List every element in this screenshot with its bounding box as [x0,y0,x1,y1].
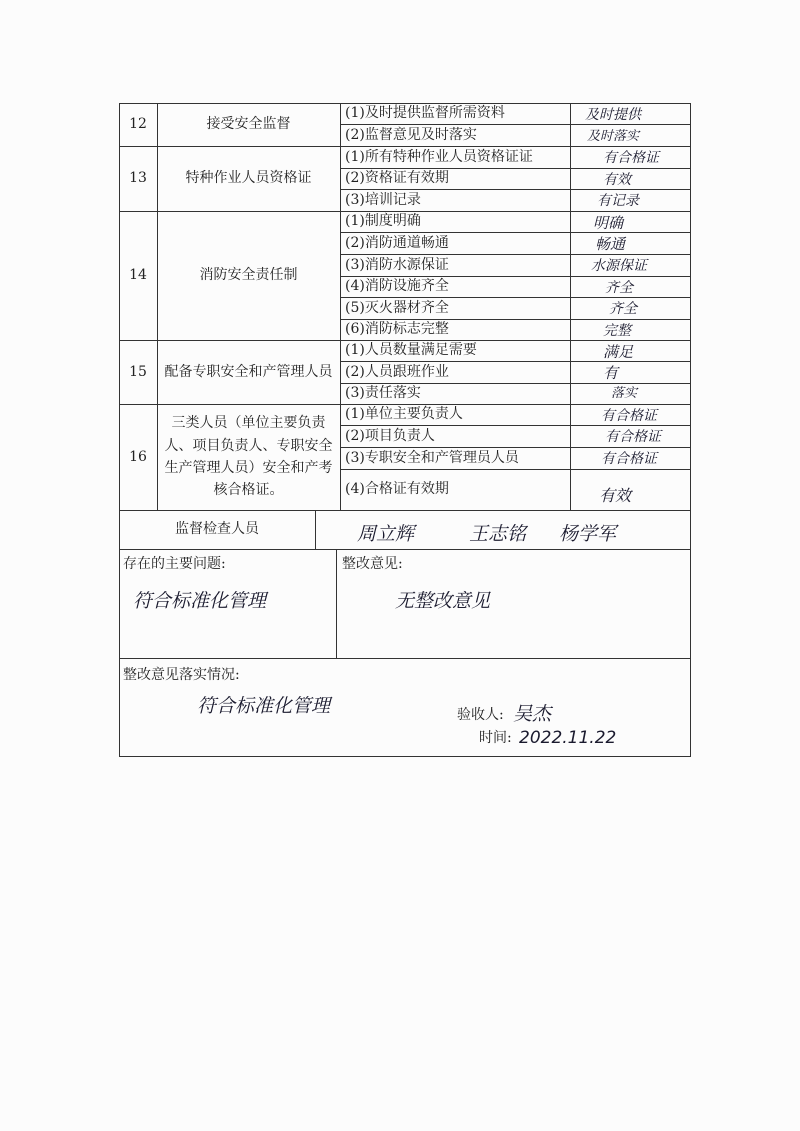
time-label: 时间: [479,730,512,746]
sub-item: (3)责任落实 [345,385,421,402]
col-divider [336,549,337,658]
sub-item: (2)项目负责人 [345,427,435,444]
result-handwriting: 落实 [611,386,638,401]
inspector-signature: 周立辉 [357,523,415,545]
result-handwriting: 畅通 [595,235,626,253]
inspection-table [119,103,691,757]
sub-item: (2)监督意见及时落实 [345,126,477,143]
acceptor-signature: 吴杰 [513,703,552,725]
inspector-signature: 杨学军 [559,523,617,545]
check-item: 特种作业人员资格证 [185,170,312,187]
sub-item: (1)制度明确 [345,213,421,230]
result-handwriting: 有合格证 [603,150,659,166]
problems-handwriting: 符合标准化管理 [133,590,267,612]
result-handwriting: 有 [603,364,619,382]
sub-item: (5)灭火器材齐全 [345,299,449,316]
check-item: 三类人员（单位主要负责人、项目负责人、专职安全生产管理人员）安全和产考核合格证。 [164,415,333,499]
sub-item: (1)所有特种作业人员资格证证 [345,148,533,165]
row-number: 12 [129,116,147,133]
row-divider [119,658,691,659]
result-handwriting: 完整 [603,323,631,339]
result-handwriting: 有效 [599,486,632,505]
check-item: 接受安全监督 [206,116,291,133]
row-divider [119,549,691,550]
row-number: 14 [129,267,147,284]
opinions-label: 整改意见: [342,556,403,572]
result-handwriting: 明确 [593,214,624,232]
problems-label: 存在的主要问题: [123,556,226,572]
sub-item: (4)合格证有效期 [345,481,449,498]
result-handwriting: 有效 [603,172,631,188]
check-item: 配备专职安全和产管理人员 [164,363,333,380]
opinions-handwriting: 无整改意见 [395,590,491,612]
col-divider [315,510,316,549]
result-handwriting: 有记录 [597,193,639,209]
acceptance-date: 2022.11.22 [519,728,617,748]
sub-item: (3)专职安全和产管理员人员 [345,449,519,466]
sub-item: (1)单位主要负责人 [345,406,463,423]
row-number: 15 [129,363,147,380]
sub-item: (3)培训记录 [345,191,421,208]
sub-item: (1)人员数量满足需要 [345,342,477,359]
sub-item: (2)消防通道畅通 [345,234,449,251]
result-handwriting: 水源保证 [591,258,647,274]
result-handwriting: 有合格证 [601,408,657,424]
implementation-label: 整改意见落实情况: [123,667,240,683]
acceptor-label: 验收人: [457,707,504,723]
sub-item: (1)及时提供监督所需资料 [345,105,505,122]
result-handwriting: 有合格证 [601,451,657,467]
inspector-signature: 王志铭 [469,523,527,545]
inspectors-label: 监督检查人员 [175,521,259,538]
sub-item: (6)消防标志完整 [345,321,449,338]
sub-item: (2)人员跟班作业 [345,363,449,380]
result-handwriting: 及时落实 [587,129,640,144]
result-handwriting: 及时提供 [585,107,641,123]
implementation-handwriting: 符合标准化管理 [197,695,331,717]
sub-item: (4)消防设施齐全 [345,278,449,295]
check-item: 消防安全责任制 [199,267,298,284]
sub-item: (3)消防水源保证 [345,256,449,273]
row-number: 16 [129,448,147,465]
result-handwriting: 满足 [603,343,634,361]
row-number: 13 [129,170,147,187]
result-handwriting: 齐全 [605,280,633,296]
col-divider [570,103,571,510]
result-handwriting: 齐全 [609,301,637,317]
sub-item: (2)资格证有效期 [345,170,449,187]
result-handwriting: 有合格证 [605,429,661,445]
